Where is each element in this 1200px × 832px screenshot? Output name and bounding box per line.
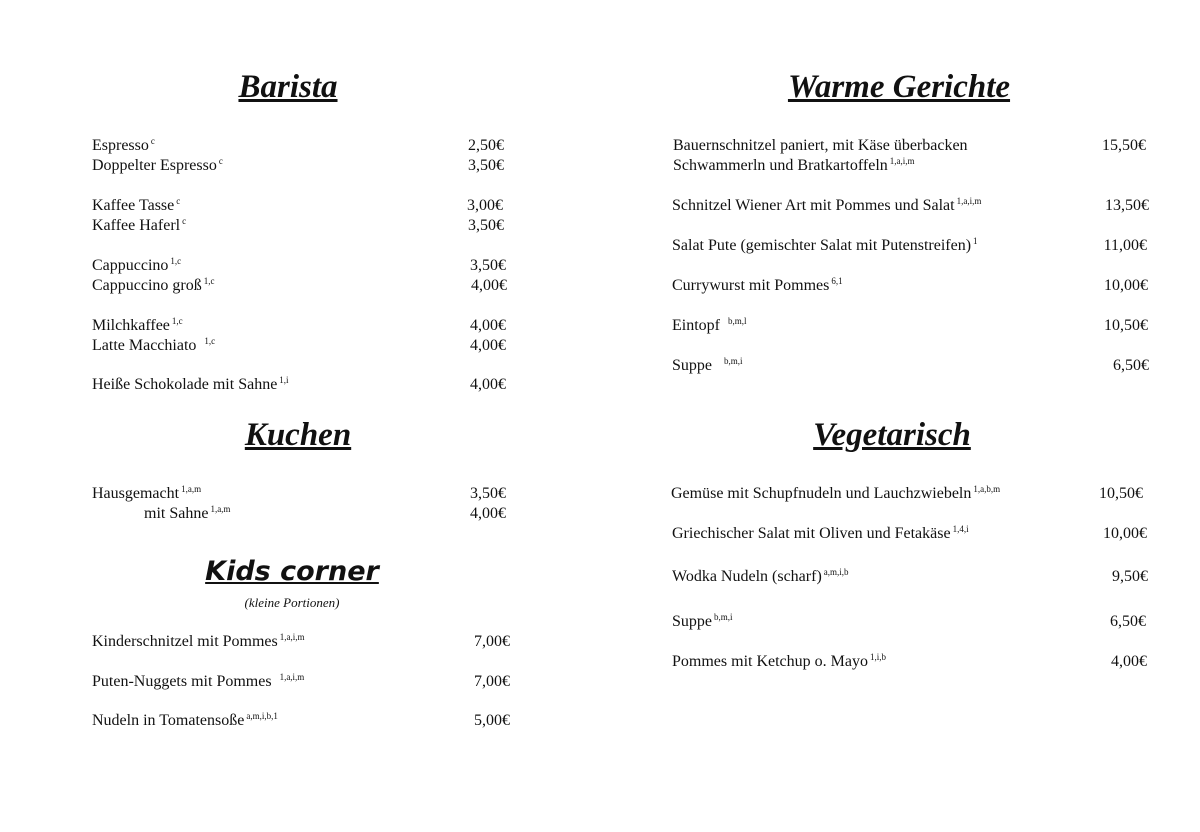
kids-corner-heading: Kids corner (205, 556, 379, 587)
price-nudeln-tomatensosse: 5,00€ (474, 712, 510, 729)
price-heisse-schokolade: 4,00€ (470, 376, 506, 393)
price-currywurst: 10,00€ (1104, 277, 1148, 294)
price-schnitzel-wiener-art: 13,50€ (1105, 197, 1149, 214)
menu-item-nudeln-tomatensosse: Nudeln in Tomatensoße $^{a,m,i,b,1}$ (92, 711, 278, 729)
price-doppelter-espresso: 3,50€ (468, 157, 504, 174)
price-suppe-warm: 6,50€ (1113, 357, 1149, 374)
menu-item-cappuccino: Cappuccino $^{1,c}$ (92, 256, 182, 274)
menu-item-pommes-ketchup: Pommes mit Ketchup o. Mayo $^{1,i,b}$ (672, 652, 886, 670)
price-espresso: 2,50€ (468, 137, 504, 154)
menu-item-hausgemacht: Hausgemacht $^{1,a,m}$ (92, 484, 202, 502)
menu-item-milchkaffee: Milchkaffee $^{1,c}$ (92, 316, 183, 334)
price-salat-pute: 11,00€ (1103, 237, 1147, 254)
menu-item-puten-nuggets: Puten-Nuggets mit Pommes $^{1,a,i,m}$ (92, 672, 305, 690)
menu-item-kaffee-tasse: Kaffee Tasse $^c$ (92, 196, 181, 214)
menu-item-salat-pute: Salat Pute (gemischter Salat mit Putenstreifen) $^1$ (672, 236, 978, 254)
price-eintopf: 10,50€ (1104, 317, 1148, 334)
price-puten-nuggets: 7,00€ (474, 673, 510, 690)
menu-item-gemuese-schupfnudeln: Gemüse mit Schupfnudeln und Lauchzwiebeln $^{1,a,b,m}$ (671, 484, 1001, 502)
menu-item-currywurst: Currywurst mit Pommes $^{6,1}$ (672, 276, 843, 294)
menu-item-bauernschnitzel: Bauernschnitzel paniert, mit Käse überbacken (673, 137, 968, 154)
vegetarisch-heading: Vegetarisch (813, 417, 971, 453)
warme-gerichte-heading: Warme Gerichte (787, 69, 1011, 105)
price-kaffee-haferl: 3,50€ (468, 217, 504, 234)
price-cappuccino: 3,50€ (470, 257, 506, 274)
price-kinderschnitzel: 7,00€ (474, 633, 510, 650)
menu-item-wodka-nudeln: Wodka Nudeln (scharf) $^{a,m,i,b}$ (672, 567, 849, 585)
price-griechischer-salat: 10,00€ (1103, 525, 1147, 542)
price-mit-sahne: 4,00€ (470, 505, 506, 522)
barista-heading: Barista (238, 69, 338, 105)
menu-item-espresso: Espresso $^c$ (92, 136, 155, 154)
price-hausgemacht: 3,50€ (470, 485, 506, 502)
menu-item-suppe-veg: Suppe $^{b,m,i}$ (672, 612, 733, 630)
menu-item-latte-macchiato: Latte Macchiato $^{1,c}$ (92, 336, 216, 354)
price-suppe-veg: 6,50€ (1110, 613, 1146, 630)
price-wodka-nudeln: 9,50€ (1112, 568, 1148, 585)
price-pommes-ketchup: 4,00€ (1111, 653, 1147, 670)
menu-item-kaffee-haferl: Kaffee Haferl $^c$ (92, 216, 187, 234)
price-kaffee-tasse: 3,00€ (467, 197, 503, 214)
price-latte-macchiato: 4,00€ (470, 337, 506, 354)
menu-item-schnitzel-wiener-art: Schnitzel Wiener Art mit Pommes und Salat $^{1,a,i,m}$ (672, 196, 982, 214)
menu-item-suppe-warm: Suppe $^{b,m,i}$ (672, 356, 743, 374)
menu-item-bauernschnitzel-line2: Schwammerln und Bratkartoffeln $^{1,a,i,m}$ (673, 156, 915, 174)
menu-item-griechischer-salat: Griechischer Salat mit Oliven und Fetakäse $^{1,4,i}$ (672, 524, 969, 542)
kuchen-heading: Kuchen (244, 417, 352, 453)
menu-item-eintopf: Eintopf $^{b,m,l}$ (672, 316, 747, 334)
menu-item-cappuccino-gross: Cappuccino groß $^{1,c}$ (92, 276, 215, 294)
price-gemuese-schupfnudeln: 10,50€ (1099, 485, 1143, 502)
menu-item-heisse-schokolade: Heiße Schokolade mit Sahne $^{1,i}$ (92, 375, 289, 393)
price-milchkaffee: 4,00€ (470, 317, 506, 334)
menu-item-kinderschnitzel: Kinderschnitzel mit Pommes $^{1,a,i,m}$ (92, 632, 305, 650)
menu-item-doppelter-espresso: Doppelter Espresso $^c$ (92, 156, 223, 174)
kids-corner-subtitle: (kleine Portionen) (244, 595, 340, 610)
menu-item-mit-sahne: mit Sahne $^{1,a,m}$ (144, 504, 231, 522)
price-cappuccino-gross: 4,00€ (471, 277, 507, 294)
price-bauernschnitzel: 15,50€ (1102, 137, 1146, 154)
